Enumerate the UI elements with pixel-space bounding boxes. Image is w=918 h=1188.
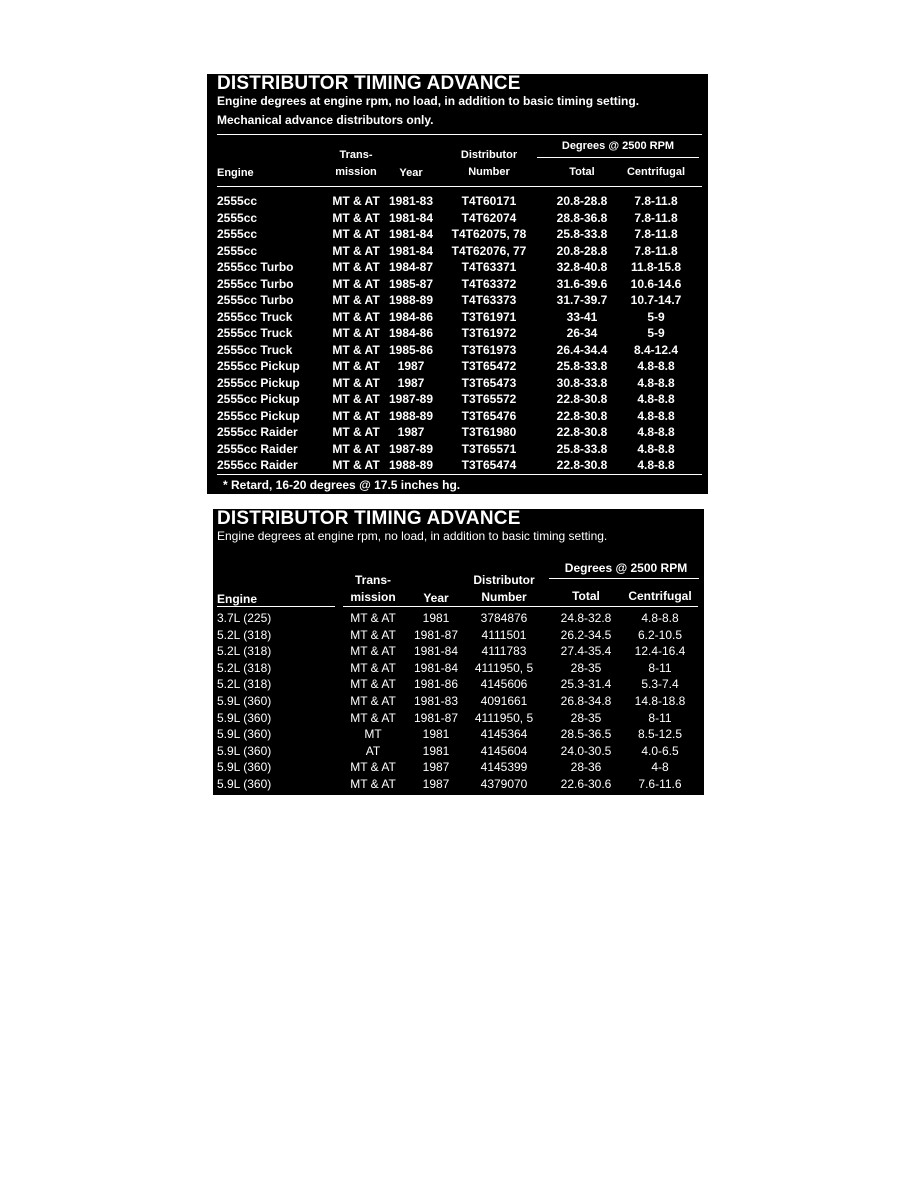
centrifugal-cell: 4.8-8.8 xyxy=(637,425,675,439)
table-row xyxy=(213,628,704,645)
transmission-cell: MT & AT xyxy=(350,760,396,775)
table-body xyxy=(213,611,704,794)
header-total: Total xyxy=(569,166,595,178)
distributor-cell: 4145399 xyxy=(480,760,528,775)
engine-cell: 5.2L (318) xyxy=(217,627,272,642)
engine-cell: 5.9L (360) xyxy=(217,693,272,708)
year-cell: 1984-87 xyxy=(388,260,434,274)
header-trans-line2: mission xyxy=(335,166,377,178)
table-row xyxy=(213,777,704,794)
year-cell: 1981-84 xyxy=(413,660,459,675)
distributor-cell: T3T61973 xyxy=(461,342,517,357)
distributor-cell: 4379070 xyxy=(480,776,528,791)
year-cell: 1981-83 xyxy=(388,194,434,208)
transmission-cell: MT & AT xyxy=(350,644,396,659)
transmission-cell: MT & AT xyxy=(350,611,396,625)
total-cell: 24.0-30.5 xyxy=(560,743,612,758)
engine-cell: 2555cc xyxy=(217,227,258,241)
distributor-cell: T3T65473 xyxy=(461,375,517,390)
distributor-cell: T4T62076, 77 xyxy=(451,243,527,258)
transmission-cell: MT & AT xyxy=(332,408,380,423)
engine-cell: 2555cc Turbo xyxy=(217,293,294,307)
table-row xyxy=(207,343,708,360)
header-trans-line2: mission xyxy=(350,590,396,604)
table-row xyxy=(207,425,708,442)
table-subtitle: Engine degrees at engine rpm, no load, in addition to basic timing setting. xyxy=(217,529,608,543)
total-cell: 26-34 xyxy=(566,326,598,340)
centrifugal-cell: 10.7-14.7 xyxy=(630,293,682,307)
distributor-cell: T4T63371 xyxy=(461,260,517,274)
centrifugal-cell: 5.3-7.4 xyxy=(641,677,679,692)
year-cell: 1981 xyxy=(422,611,450,625)
header-bottom-rule-left xyxy=(217,606,335,607)
engine-cell: 2555cc Pickup xyxy=(217,392,300,406)
distributor-cell: T4T63372 xyxy=(461,276,517,291)
table-header xyxy=(207,134,708,186)
centrifugal-cell: 5-9 xyxy=(647,326,665,340)
total-cell: 22.8-30.8 xyxy=(556,392,608,406)
centrifugal-cell: 8.5-12.5 xyxy=(637,727,683,742)
header-trans-line1: Trans- xyxy=(339,149,373,161)
year-cell: 1987 xyxy=(422,776,450,791)
total-cell: 28-35 xyxy=(570,710,602,725)
distributor-cell: T3T61980 xyxy=(461,425,517,439)
total-cell: 22.6-30.6 xyxy=(560,776,612,791)
centrifugal-cell: 12.4-16.4 xyxy=(634,644,686,659)
table-row xyxy=(207,260,708,277)
total-cell: 25.3-31.4 xyxy=(560,677,612,692)
table-row xyxy=(207,359,708,376)
engine-cell: 2555cc Truck xyxy=(217,309,293,324)
year-cell: 1981 xyxy=(422,743,450,758)
header-dist-line2: Number xyxy=(468,166,510,178)
engine-cell: 5.2L (318) xyxy=(217,644,272,659)
transmission-cell: MT & AT xyxy=(332,227,380,241)
total-cell: 26.2-34.5 xyxy=(560,627,612,642)
engine-cell: 5.9L (360) xyxy=(217,743,272,758)
header-centrifugal: Centrifugal xyxy=(628,589,692,603)
engine-cell: 2555cc Raider xyxy=(217,441,298,456)
transmission-cell: MT & AT xyxy=(350,627,396,642)
transmission-cell: MT & AT xyxy=(332,210,380,225)
engine-cell: 2555cc xyxy=(217,194,258,208)
table-header xyxy=(213,559,704,605)
table-row xyxy=(207,277,708,294)
table-row xyxy=(207,211,708,228)
total-cell: 32.8-40.8 xyxy=(556,260,608,274)
table-row xyxy=(213,744,704,761)
centrifugal-cell: 10.6-14.6 xyxy=(630,276,682,291)
timing-advance-table-2555cc xyxy=(207,74,708,494)
centrifugal-cell: 7.8-11.8 xyxy=(634,243,678,258)
centrifugal-cell: 4.8-8.8 xyxy=(637,375,675,390)
year-cell: 1981-87 xyxy=(413,627,459,642)
transmission-cell: MT & AT xyxy=(332,309,380,324)
header-degrees-group: Degrees @ 2500 RPM xyxy=(561,140,675,152)
header-dist-line1: Distributor xyxy=(460,149,518,161)
centrifugal-cell: 4.8-8.8 xyxy=(637,408,675,423)
centrifugal-cell: 5-9 xyxy=(647,309,665,324)
total-cell: 28-35 xyxy=(570,660,602,675)
header-bottom-rule xyxy=(217,186,702,187)
centrifugal-cell: 4.0-6.5 xyxy=(641,743,679,758)
engine-cell: 3.7L (225) xyxy=(217,611,272,625)
transmission-cell: MT & AT xyxy=(350,660,396,675)
engine-cell: 2555cc Raider xyxy=(217,425,298,439)
table-row xyxy=(213,694,704,711)
distributor-cell: 4111950, 5 xyxy=(474,660,534,675)
distributor-cell: 4111783 xyxy=(481,644,527,659)
engine-cell: 2555cc Pickup xyxy=(217,359,300,373)
centrifugal-cell: 7.8-11.8 xyxy=(634,227,678,241)
header-degrees-group: Degrees @ 2500 RPM xyxy=(564,561,688,575)
total-cell: 22.8-30.8 xyxy=(556,458,608,472)
centrifugal-cell: 4-8 xyxy=(651,760,669,775)
distributor-cell: 4145606 xyxy=(480,677,528,692)
distributor-cell: 3784876 xyxy=(480,611,528,625)
engine-cell: 2555cc xyxy=(217,210,258,225)
engine-cell: 5.2L (318) xyxy=(217,677,272,692)
transmission-cell: MT & AT xyxy=(350,710,396,725)
year-cell: 1981 xyxy=(422,727,450,742)
total-cell: 28.8-36.8 xyxy=(556,210,608,225)
engine-cell: 2555cc Pickup xyxy=(217,408,300,423)
total-cell: 25.8-33.8 xyxy=(556,227,608,241)
transmission-cell: MT & AT xyxy=(332,441,380,456)
table-subtitle-2: Mechanical advance distributors only. xyxy=(217,113,434,127)
centrifugal-cell: 6.2-10.5 xyxy=(637,627,683,642)
transmission-cell: MT & AT xyxy=(332,293,380,307)
distributor-cell: T3T61971 xyxy=(461,309,517,324)
header-year: Year xyxy=(423,591,449,605)
header-year: Year xyxy=(399,167,423,179)
table-title: DISTRIBUTOR TIMING ADVANCE xyxy=(217,508,521,529)
total-cell: 30.8-33.8 xyxy=(556,375,608,390)
table-row xyxy=(207,227,708,244)
engine-cell: 5.9L (360) xyxy=(217,760,272,775)
total-cell: 27.4-35.4 xyxy=(560,644,612,659)
timing-advance-table-v8 xyxy=(213,509,704,795)
header-group-rule xyxy=(549,578,699,579)
transmission-cell: MT & AT xyxy=(332,359,380,373)
table-title: DISTRIBUTOR TIMING ADVANCE xyxy=(217,73,521,94)
engine-cell: 2555cc Truck xyxy=(217,342,293,357)
year-cell: 1988-89 xyxy=(388,293,434,307)
centrifugal-cell: 11.8-15.8 xyxy=(630,260,682,274)
distributor-cell: 4145364 xyxy=(480,727,528,742)
header-trans-line1: Trans- xyxy=(354,573,391,587)
total-cell: 20.8-28.8 xyxy=(556,243,608,258)
distributor-cell: 4145604 xyxy=(480,743,528,758)
distributor-cell: T3T65476 xyxy=(461,408,517,423)
year-cell: 1981-84 xyxy=(388,210,434,225)
year-cell: 1981-84 xyxy=(388,227,434,241)
transmission-cell: MT & AT xyxy=(332,326,380,340)
engine-cell: 2555cc Turbo xyxy=(217,276,294,291)
distributor-cell: T4T63373 xyxy=(461,293,517,307)
header-engine: Engine xyxy=(217,592,258,606)
table-row xyxy=(213,644,704,661)
table-row xyxy=(213,677,704,694)
transmission-cell: MT & AT xyxy=(332,194,380,208)
year-cell: 1981-86 xyxy=(413,677,459,692)
year-cell: 1987 xyxy=(397,375,425,390)
total-cell: 22.8-30.8 xyxy=(556,425,608,439)
total-cell: 28-36 xyxy=(570,760,602,775)
transmission-cell: MT xyxy=(364,727,382,742)
engine-cell: 5.9L (360) xyxy=(217,727,272,742)
distributor-cell: T3T65472 xyxy=(461,359,517,373)
year-cell: 1987-89 xyxy=(388,392,434,406)
table-subtitle: Engine degrees at engine rpm, no load, in addition to basic timing setting. xyxy=(217,94,640,108)
total-cell: 24.8-32.8 xyxy=(560,611,612,625)
header-dist-line1: Distributor xyxy=(473,573,535,587)
distributor-cell: T3T65571 xyxy=(461,441,517,456)
table-row xyxy=(207,442,708,459)
year-cell: 1985-86 xyxy=(388,342,434,357)
total-cell: 31.7-39.7 xyxy=(556,293,608,307)
centrifugal-cell: 4.8-8.8 xyxy=(641,611,679,625)
header-group-rule xyxy=(537,157,699,158)
header-centrifugal: Centrifugal xyxy=(626,166,686,178)
footnote: * Retard, 16-20 degrees @ 17.5 inches hg. xyxy=(223,478,461,492)
year-cell: 1981-83 xyxy=(413,693,459,708)
distributor-cell: T4T62075, 78 xyxy=(451,227,527,241)
table-row xyxy=(213,760,704,777)
transmission-cell: MT & AT xyxy=(332,342,380,357)
table-row xyxy=(207,458,708,475)
year-cell: 1985-87 xyxy=(388,276,434,291)
transmission-cell: MT & AT xyxy=(332,375,380,390)
total-cell: 25.8-33.8 xyxy=(556,359,608,373)
centrifugal-cell: 4.8-8.8 xyxy=(637,392,675,406)
year-cell: 1981-87 xyxy=(413,710,459,725)
centrifugal-cell: 7.8-11.8 xyxy=(634,194,678,208)
total-cell: 25.8-33.8 xyxy=(556,441,608,456)
table-row xyxy=(207,194,708,211)
year-cell: 1987 xyxy=(397,359,425,373)
table-row xyxy=(207,376,708,393)
table-row xyxy=(213,611,704,628)
year-cell: 1981-84 xyxy=(413,644,459,659)
total-cell: 26.4-34.4 xyxy=(556,342,608,357)
table-row xyxy=(207,392,708,409)
header-dist-line2: Number xyxy=(481,590,527,604)
distributor-cell: 4091661 xyxy=(480,693,528,708)
transmission-cell: MT & AT xyxy=(332,260,380,274)
year-cell: 1988-89 xyxy=(388,408,434,423)
centrifugal-cell: 4.8-8.8 xyxy=(637,359,675,373)
table-row xyxy=(207,310,708,327)
distributor-cell: 4111501 xyxy=(481,627,527,642)
transmission-cell: MT & AT xyxy=(332,243,380,258)
engine-cell: 2555cc Raider xyxy=(217,458,298,472)
table-row xyxy=(207,326,708,343)
table-row xyxy=(213,661,704,678)
transmission-cell: MT & AT xyxy=(332,392,380,406)
centrifugal-cell: 8-11 xyxy=(648,660,672,675)
year-cell: 1984-86 xyxy=(388,309,434,324)
transmission-cell: MT & AT xyxy=(332,276,380,291)
transmission-cell: MT & AT xyxy=(332,425,380,439)
distributor-cell: 4111950, 5 xyxy=(474,710,534,725)
year-cell: 1987 xyxy=(422,760,450,775)
year-cell: 1987-89 xyxy=(388,441,434,456)
total-cell: 31.6-39.6 xyxy=(556,276,608,291)
transmission-cell: MT & AT xyxy=(350,693,396,708)
engine-cell: 2555cc xyxy=(217,243,258,258)
transmission-cell: MT & AT xyxy=(332,458,380,472)
total-cell: 26.8-34.8 xyxy=(560,693,612,708)
distributor-cell: T3T65474 xyxy=(461,458,517,472)
table-body xyxy=(207,194,708,475)
total-cell: 20.8-28.8 xyxy=(556,194,608,208)
table-row xyxy=(207,244,708,261)
engine-cell: 2555cc Turbo xyxy=(217,260,294,274)
year-cell: 1987 xyxy=(397,425,425,439)
engine-cell: 5.9L (360) xyxy=(217,710,272,725)
centrifugal-cell: 7.8-11.8 xyxy=(634,210,678,225)
distributor-cell: T4T60171 xyxy=(461,194,517,208)
header-engine: Engine xyxy=(217,167,254,179)
engine-cell: 5.2L (318) xyxy=(217,660,272,675)
header-total: Total xyxy=(572,589,600,603)
table-row xyxy=(213,711,704,728)
engine-cell: 5.9L (360) xyxy=(217,776,272,791)
year-cell: 1984-86 xyxy=(388,326,434,340)
total-cell: 28.5-36.5 xyxy=(560,727,612,742)
total-cell: 22.8-30.8 xyxy=(556,408,608,423)
header-bottom-rule-right xyxy=(343,606,698,607)
total-cell: 33-41 xyxy=(566,309,598,324)
centrifugal-cell: 8.4-12.4 xyxy=(633,342,679,357)
engine-cell: 2555cc Truck xyxy=(217,326,293,340)
engine-cell: 2555cc Pickup xyxy=(217,375,300,390)
centrifugal-cell: 4.8-8.8 xyxy=(637,458,675,472)
centrifugal-cell: 7.6-11.6 xyxy=(638,776,682,791)
year-cell: 1988-89 xyxy=(388,458,434,472)
distributor-cell: T3T61972 xyxy=(461,326,517,340)
table-row xyxy=(207,409,708,426)
transmission-cell: MT & AT xyxy=(350,677,396,692)
centrifugal-cell: 4.8-8.8 xyxy=(637,441,675,456)
year-cell: 1981-84 xyxy=(388,243,434,258)
footer-rule xyxy=(217,474,702,475)
centrifugal-cell: 14.8-18.8 xyxy=(634,693,686,708)
distributor-cell: T3T65572 xyxy=(461,392,517,406)
transmission-cell: MT & AT xyxy=(350,776,396,791)
centrifugal-cell: 8-11 xyxy=(648,710,672,725)
table-row xyxy=(213,727,704,744)
distributor-cell: T4T62074 xyxy=(461,210,517,225)
table-row xyxy=(207,293,708,310)
transmission-cell: AT xyxy=(365,743,381,758)
